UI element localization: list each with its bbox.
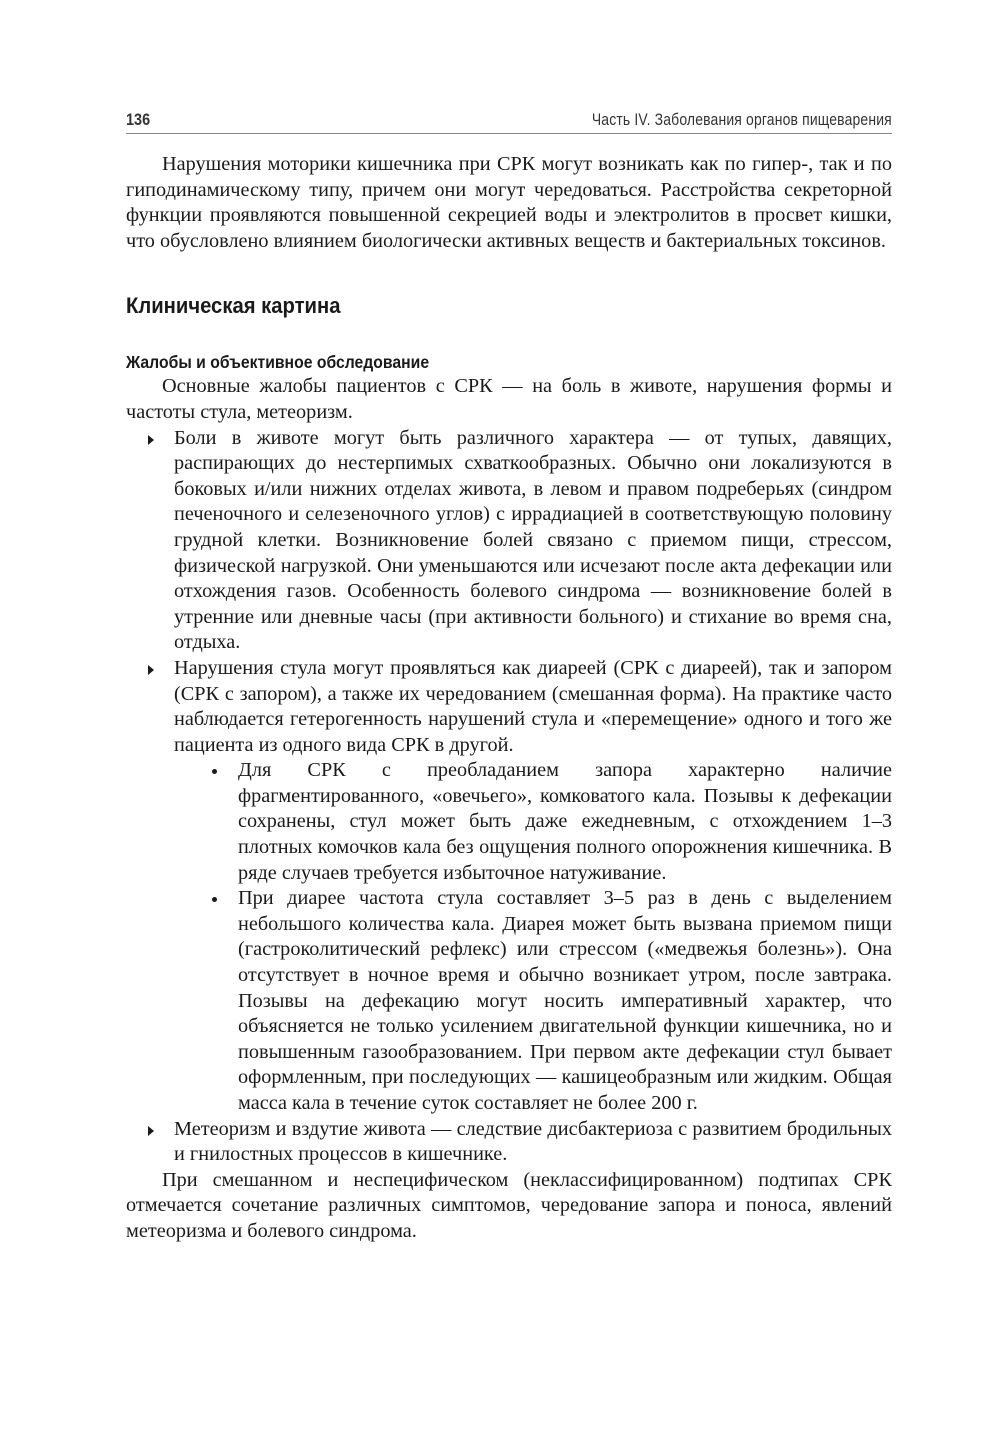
list-item-meteorism xyxy=(126,1117,892,1168)
book-page xyxy=(126,100,892,1245)
lead-paragraph: Основные жалобы пациентов с СРК — на боль в животе, нарушения формы и частоты стула, метеоризм. xyxy=(126,375,892,423)
triangle-bullet-icon xyxy=(148,435,154,445)
list-item-text: Нарушения стула могут проявляться как диареей (СРК с диареей), так и запором (СРК с запором), а также их чередованием (смешанная форма). На практике часто наблюдается гетерогенность нарушений стула и «перемещение» одного и того же пациента из одного вида СРК в другой. xyxy=(174,656,892,756)
sublist-item-constipation xyxy=(174,758,892,886)
page-number: 136 xyxy=(126,110,151,129)
list-item-pain xyxy=(126,426,892,656)
sublist-item-text: При диарее частота стула составляет 3–5 раз в день с выделением небольшого количества кала. Диарея может быть вызвана приемом пищи (гастроколитический рефлекс) или стрессом («медвежья болезнь»). Она отсутствует в ночное время и обычно возникает утром, после завтрака. Позывы на дефекацию могут носить императивный характер, что объясняется не только усилением двигательной функции кишечника, но и повышенным газообразованием. При первом акте дефекации стул бывает оформленным, при последующих — кашицеобразным или жидким. Общая масса кала в течение суток составляет не более 200 г. xyxy=(238,887,892,1114)
sublist-item-diarrhea xyxy=(174,886,892,1116)
subsection-title: Жалобы и объективное обследование xyxy=(126,352,430,373)
sublist-item-text: Для СРК с преобладанием запора характерно наличие фрагментированного, «овечьего», комковатого кала. Позывы к дефекации сохранены, стул может быть даже ежедневным, с отхождением 1–3 плотных комочков кала без ощущения полного опорожнения кишечника. В ряде случаев требуется избыточное натуживание. xyxy=(238,759,892,884)
running-title: Часть IV. Заболевания органов пищеварения xyxy=(591,110,892,129)
intro-paragraph: Нарушения моторики кишечника при СРК могут возникать как по гипер-, так и по гиподинамическому типу, причем они могут чередоваться. Расстройства секреторной функции проявляются повышенной секрецией воды и электролитов в просвет кишки, что обусловлено влиянием биологически активных веществ и бактериальных токсинов. xyxy=(126,153,892,252)
list-item-text: Метеоризм и вздутие живота — следствие дисбактериоза с развитием бродильных и гнилостных процессов в кишечнике. xyxy=(174,1117,892,1166)
dot-bullet-icon xyxy=(212,769,217,774)
triangle-bullet-icon xyxy=(148,665,154,675)
list-item-stool xyxy=(126,656,892,1117)
symptom-list xyxy=(126,426,892,1168)
triangle-bullet-icon xyxy=(148,1126,154,1136)
stool-sublist xyxy=(222,758,892,1116)
section-title: Клиническая картина xyxy=(126,293,341,319)
page-body xyxy=(126,152,892,1245)
list-item-text: Боли в животе могут быть различного характера — от тупых, давящих, распирающих до нестерпимых схваткообразных. Обычно они локализуются в боковых и/или нижних отделах живота, в левом и правом подреберьях (синдром печеночного и селезеночного углов) с иррадиацией в соответствующую половину грудной клетки. Возникновение болей связано с приемом пищи, стрессом, физической нагрузкой. Они уменьшаются или исчезают после акта дефекации или отхождения газов. Особенность болевого синдрома — возникновение болей в утренние или дневные часы (при активности больного) и стихание во время сна, отдыха. xyxy=(174,426,892,654)
dot-bullet-icon xyxy=(212,897,217,902)
running-header xyxy=(126,100,892,134)
closing-paragraph: При смешанном и неспецифическом (неклассифицированном) подтипах СРК отмечается сочетание различных симптомов, чередование запора и поноса, явлений метеоризма и болевого синдрома. xyxy=(126,1168,892,1242)
